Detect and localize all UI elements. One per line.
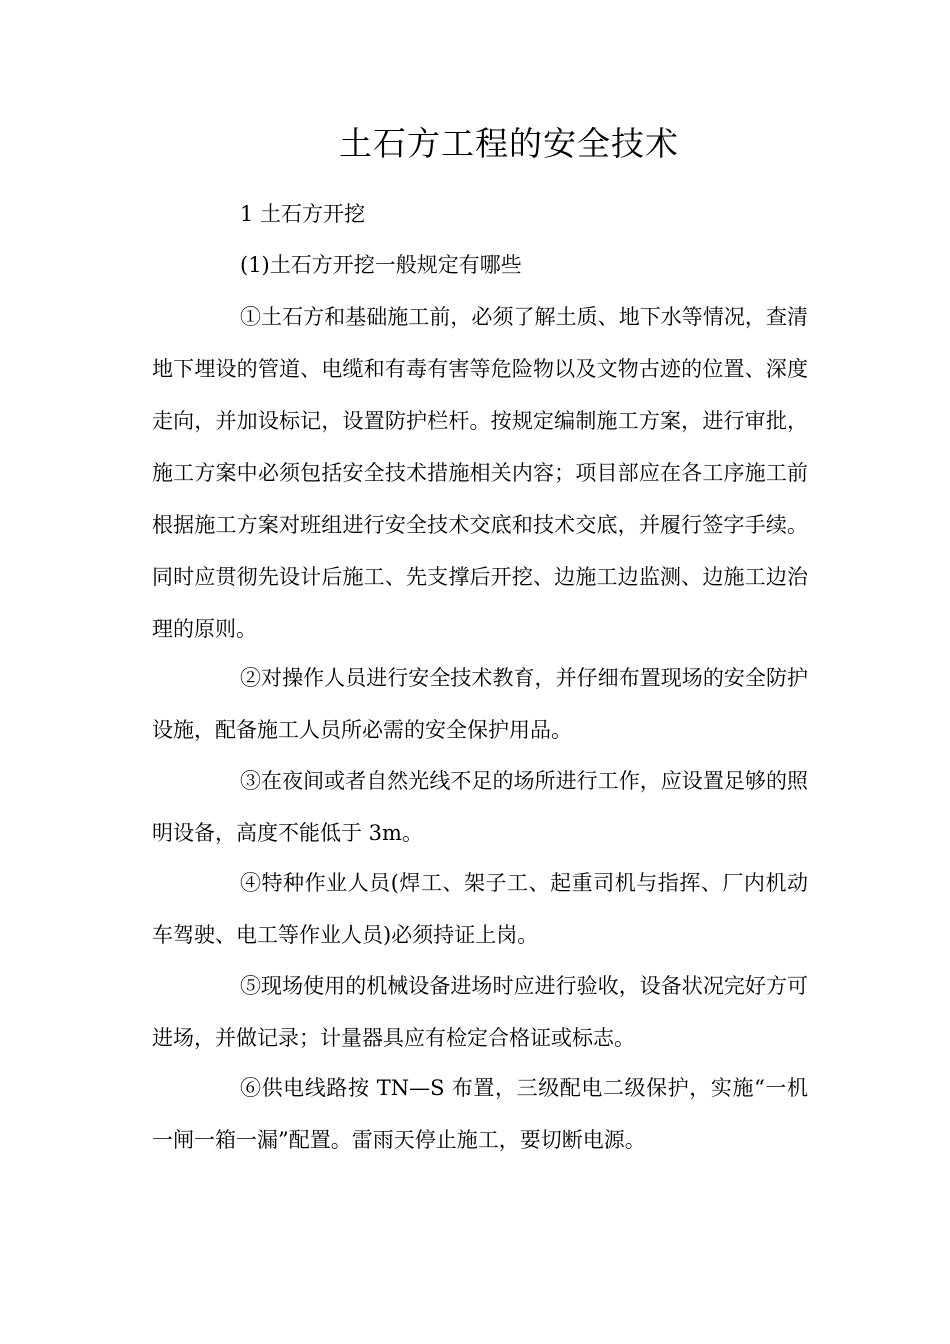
document-title: 土石方工程的安全技术 bbox=[339, 124, 679, 163]
paragraph-3: ③在夜间或者自然光线不足的场所进行工作，应设置足够的照明设备，高度不能低于 3m。 bbox=[152, 769, 808, 845]
paragraph-4: ④特种作业人员(焊工、架子工、起重司机与指挥、厂内机动车驾驶、电工等作业人员)必须持证上岗。 bbox=[152, 871, 808, 947]
paragraph-1: ①土石方和基础施工前，必须了解土质、地下水等情况，查清地下埋设的管道、电缆和有毒有害等危险物以及文物古迹的位置、深度走向，并加设标记，设置防护栏杆。按规定编制施工方案，进行审批，施工方案中必须包括安全技术措施相关内容；项目部应在各工序施工前根据施工方案对班组进行安全技术交底和技术交底，并履行签字手续。同时应贯彻先设计后施工、先支撑后开挖、边施工边监测、边施工边治理的原则。 bbox=[152, 305, 808, 641]
section-heading: 1 土石方开挖 bbox=[240, 202, 366, 226]
paragraph-6: ⑥供电线路按 TN—S 布置，三级配电二级保护，实施“一机一闸一箱一漏”配置。雷雨天停止施工，要切断电源。 bbox=[152, 1076, 808, 1152]
paragraph-5: ⑤现场使用的机械设备进场时应进行验收，设备状况完好方可进场，并做记录；计量器具应有检定合格证或标志。 bbox=[152, 974, 808, 1050]
subheading: (1)土石方开挖一般规定有哪些 bbox=[240, 253, 522, 277]
paragraph-2: ②对操作人员进行安全技术教育，并仔细布置现场的安全防护设施，配备施工人员所必需的安全保护用品。 bbox=[152, 666, 808, 742]
